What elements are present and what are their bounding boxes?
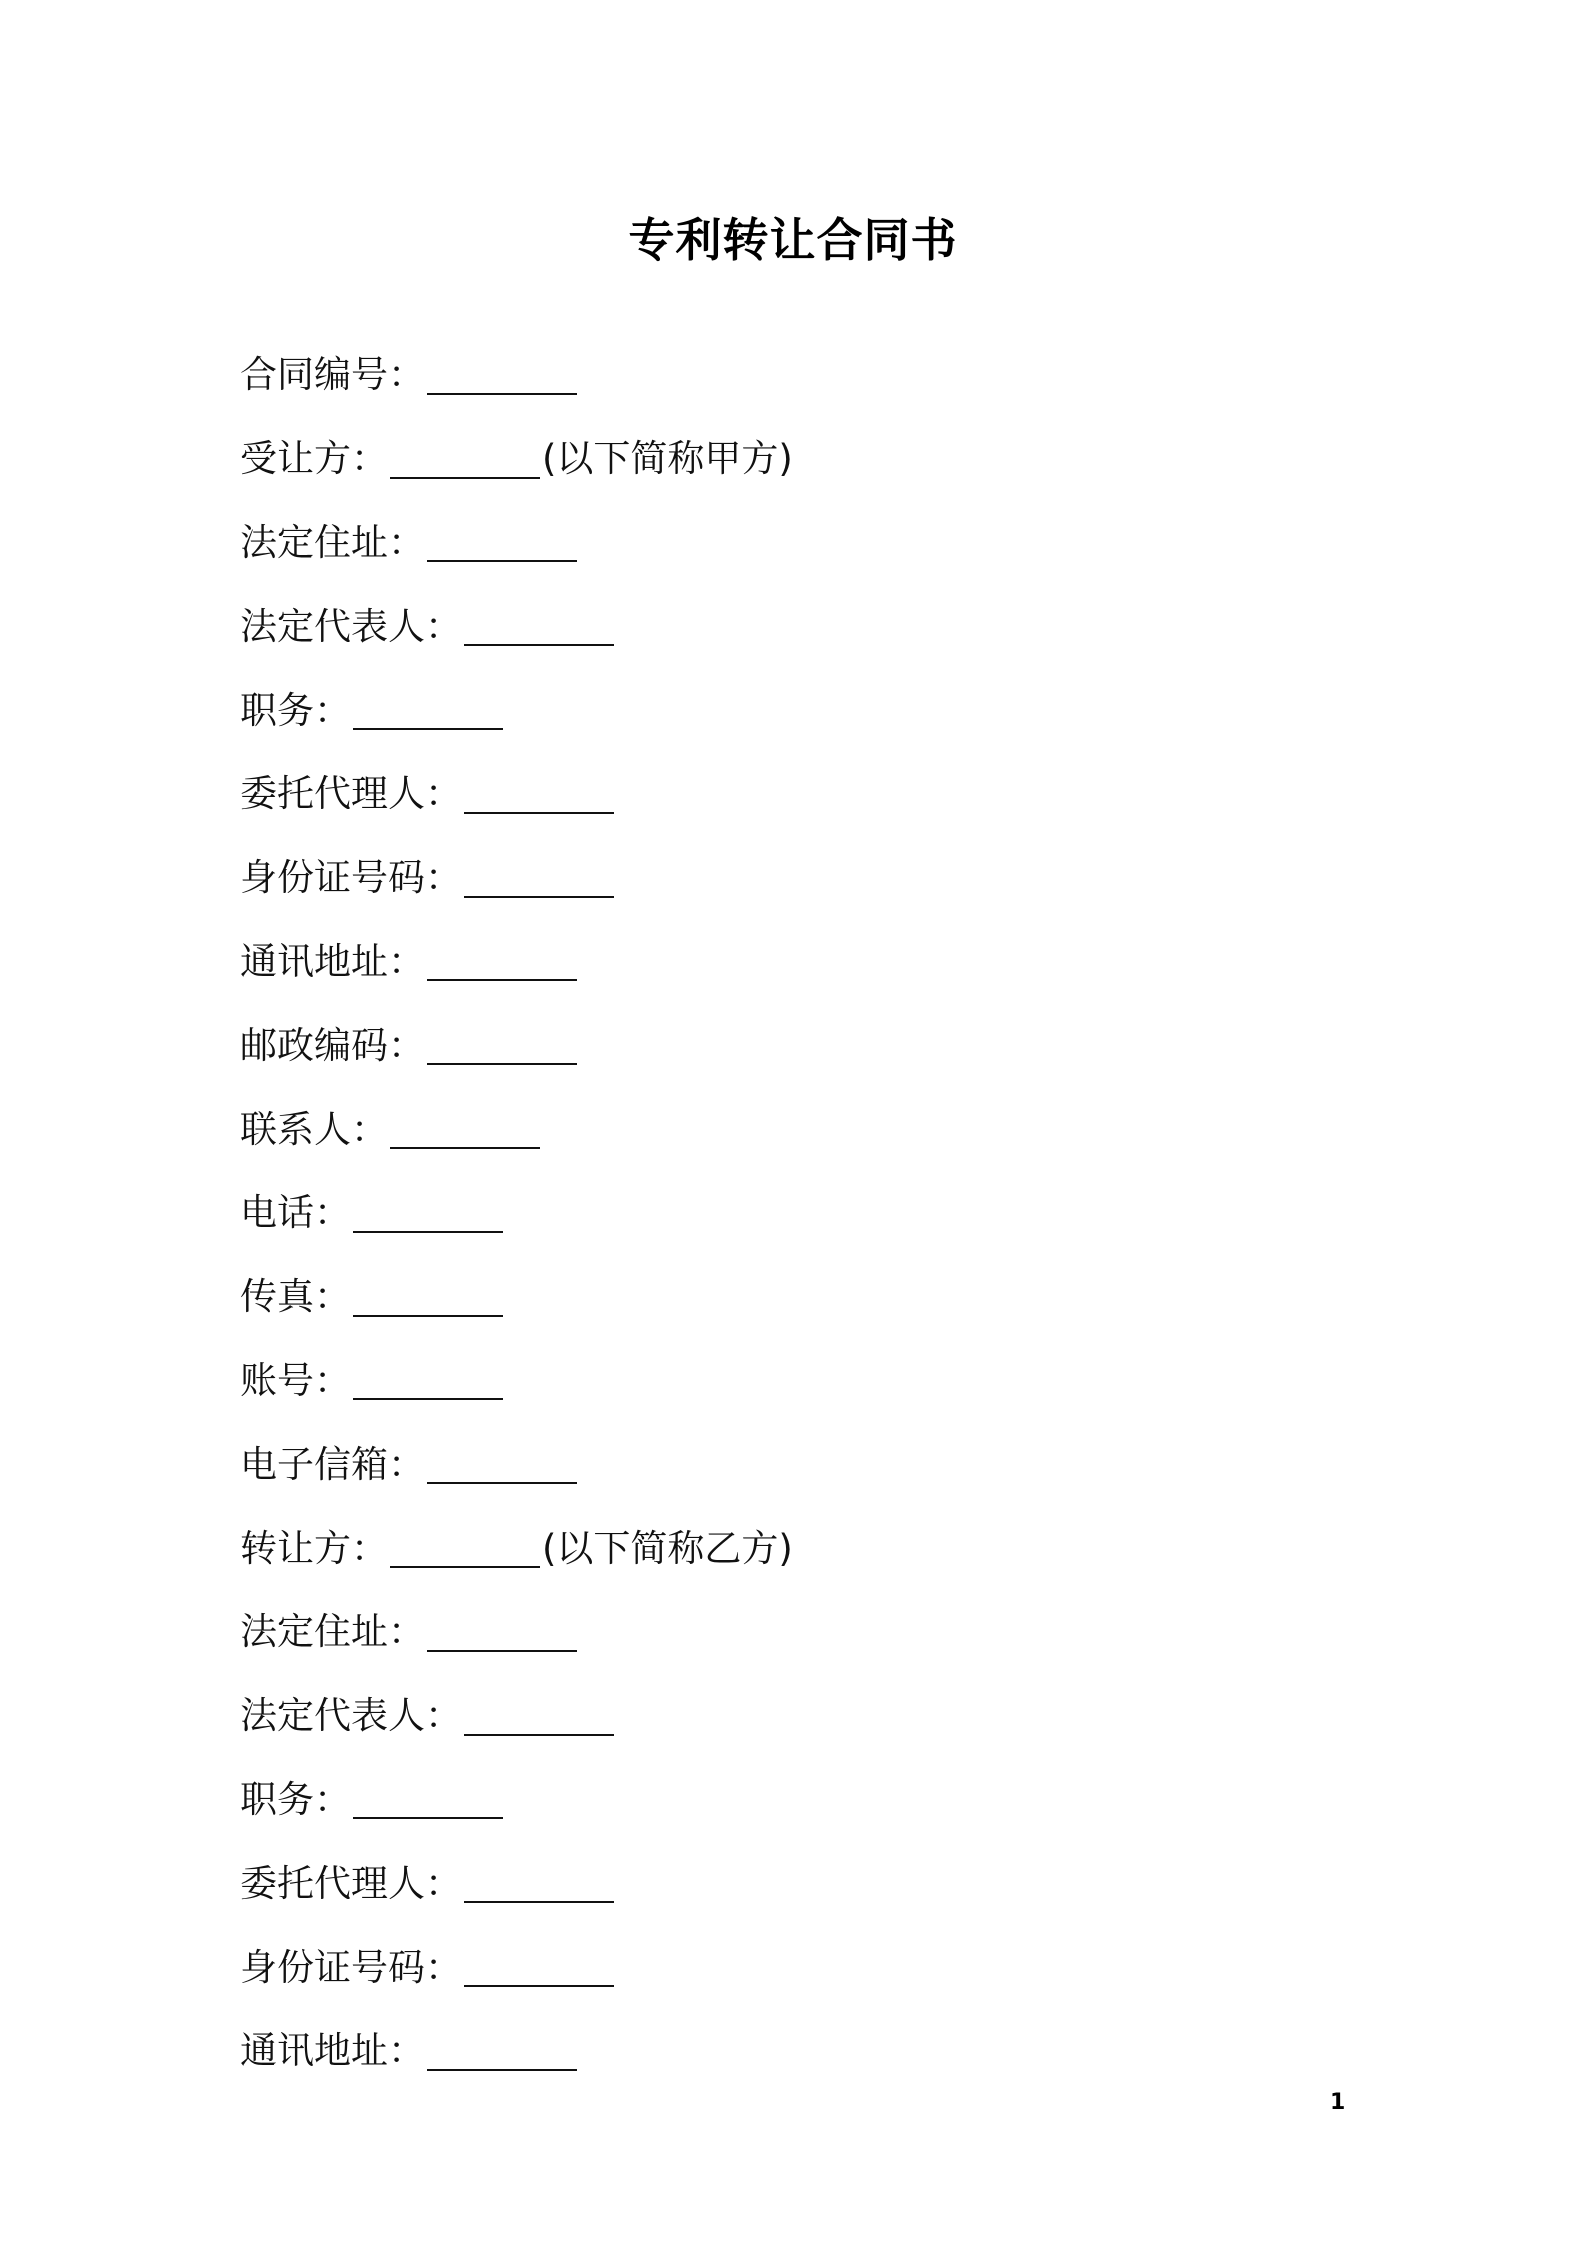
field-colon: ： <box>351 1526 388 1570</box>
field-row <box>240 1087 1390 1171</box>
field-note: (以下简称甲方) <box>542 437 793 481</box>
field-row <box>240 501 1390 585</box>
field-colon: ： <box>425 1694 462 1738</box>
fill-in-blank[interactable] <box>353 1779 503 1819</box>
field-row <box>240 1590 1390 1674</box>
fill-in-blank[interactable] <box>353 690 503 730</box>
page-number: 1 <box>1330 2090 1346 2115</box>
fill-in-blank[interactable] <box>390 1109 540 1149</box>
fill-in-blank[interactable] <box>353 1277 503 1317</box>
field-row <box>240 584 1390 668</box>
field-colon: ： <box>425 604 462 648</box>
field-row <box>240 1339 1390 1423</box>
field-row <box>240 1255 1390 1339</box>
field-label: 委托代理人 <box>240 772 425 816</box>
field-colon: ： <box>314 1191 351 1235</box>
fill-in-blank[interactable] <box>464 858 614 898</box>
field-row <box>240 1422 1390 1506</box>
fill-in-blank[interactable] <box>427 355 577 395</box>
field-label: 法定住址 <box>240 1610 388 1654</box>
field-colon: ： <box>351 437 388 481</box>
field-colon: ： <box>314 688 351 732</box>
field-row <box>240 1003 1390 1087</box>
field-note: (以下简称乙方) <box>542 1526 793 1570</box>
fill-in-blank[interactable] <box>464 1947 614 1987</box>
field-colon: ： <box>388 1442 425 1486</box>
field-colon: ： <box>388 2029 425 2073</box>
field-colon: ： <box>425 1945 462 1989</box>
field-label: 通讯地址 <box>240 2029 388 2073</box>
field-colon: ： <box>425 772 462 816</box>
field-row <box>240 417 1390 501</box>
field-label: 委托代理人 <box>240 1861 425 1905</box>
field-colon: ： <box>314 1275 351 1319</box>
field-label: 职务 <box>240 1777 314 1821</box>
fill-in-blank[interactable] <box>427 522 577 562</box>
field-label: 法定代表人 <box>240 604 425 648</box>
field-label: 联系人 <box>240 1107 351 1151</box>
fill-in-blank[interactable] <box>427 941 577 981</box>
fill-in-blank[interactable] <box>390 439 540 479</box>
field-colon: ： <box>388 353 425 397</box>
field-row <box>240 333 1390 417</box>
contract-field-list <box>240 333 1390 2093</box>
field-colon: ： <box>388 939 425 983</box>
field-label: 电子信箱 <box>240 1442 388 1486</box>
field-colon: ： <box>314 1358 351 1402</box>
fill-in-blank[interactable] <box>427 1444 577 1484</box>
field-label: 法定代表人 <box>240 1694 425 1738</box>
field-label: 身份证号码 <box>240 1945 425 1989</box>
field-row <box>240 752 1390 836</box>
document-title: 专利转让合同书 <box>628 213 958 267</box>
fill-in-blank[interactable] <box>353 1193 503 1233</box>
field-label: 邮政编码 <box>240 1023 388 1067</box>
field-label: 法定住址 <box>240 520 388 564</box>
field-colon: ： <box>425 1861 462 1905</box>
field-colon: ： <box>351 1107 388 1151</box>
field-label: 职务 <box>240 688 314 732</box>
field-row <box>240 1841 1390 1925</box>
field-label: 受让方 <box>240 437 351 481</box>
field-row <box>240 668 1390 752</box>
fill-in-blank[interactable] <box>464 774 614 814</box>
fill-in-blank[interactable] <box>427 1612 577 1652</box>
fill-in-blank[interactable] <box>427 2031 577 2071</box>
fill-in-blank[interactable] <box>390 1528 540 1568</box>
field-colon: ： <box>314 1777 351 1821</box>
field-row <box>240 2009 1390 2093</box>
field-row <box>240 1925 1390 2009</box>
field-row <box>240 1758 1390 1842</box>
field-label: 合同编号 <box>240 353 388 397</box>
field-colon: ： <box>425 856 462 900</box>
fill-in-blank[interactable] <box>464 1863 614 1903</box>
fill-in-blank[interactable] <box>464 1696 614 1736</box>
field-label: 账号 <box>240 1358 314 1402</box>
field-row <box>240 1674 1390 1758</box>
field-colon: ： <box>388 1610 425 1654</box>
field-row <box>240 920 1390 1004</box>
fill-in-blank[interactable] <box>427 1025 577 1065</box>
field-colon: ： <box>388 520 425 564</box>
field-row <box>240 836 1390 920</box>
field-row <box>240 1506 1390 1590</box>
fill-in-blank[interactable] <box>353 1360 503 1400</box>
field-label: 电话 <box>240 1191 314 1235</box>
field-label: 通讯地址 <box>240 939 388 983</box>
field-label: 传真 <box>240 1275 314 1319</box>
field-label: 身份证号码 <box>240 856 425 900</box>
field-label: 转让方 <box>240 1526 351 1570</box>
field-colon: ： <box>388 1023 425 1067</box>
field-row <box>240 1171 1390 1255</box>
fill-in-blank[interactable] <box>464 606 614 646</box>
